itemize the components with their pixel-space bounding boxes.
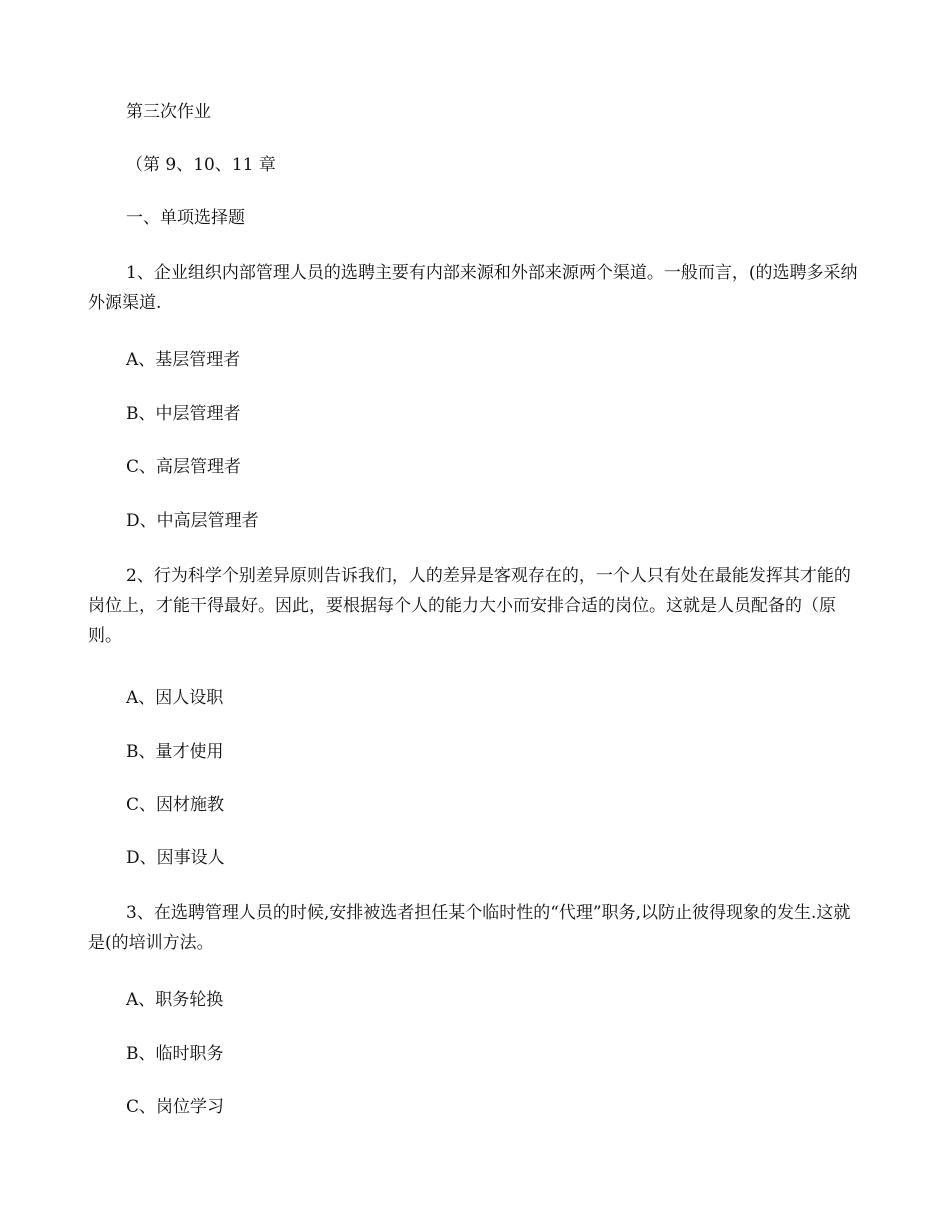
document-title: 第三次作业 bbox=[126, 102, 211, 122]
chapter-range: （第 9、10、11 章 bbox=[126, 155, 276, 175]
question-3-option-c: C、岗位学习 bbox=[126, 1097, 225, 1117]
question-3-stem: 3、在选聘管理人员的时候,安排被选者担任某个临时性的“代理”职务,以防止彼得现象的发生.这就是(的培训方法。 bbox=[88, 903, 851, 953]
question-1-option-a: A、基层管理者 bbox=[126, 350, 241, 370]
question-1-option-d: D、中高层管理者 bbox=[126, 511, 259, 531]
question-3-option-b: B、临时职务 bbox=[126, 1044, 224, 1064]
question-3-option-a: A、职务轮换 bbox=[126, 990, 224, 1010]
question-2-option-a: A、因人设职 bbox=[126, 688, 224, 708]
question-2-option-b: B、量才使用 bbox=[126, 742, 224, 762]
question-2-option-d: D、因事设人 bbox=[126, 848, 225, 868]
question-1-option-c: C、高层管理者 bbox=[126, 457, 242, 477]
question-2-option-c: C、因材施教 bbox=[126, 795, 225, 815]
question-1-stem: 1、企业组织内部管理人员的选聘主要有内部来源和外部来源两个渠道。一般而言，(的选聘多采纳外源渠道. bbox=[88, 263, 858, 313]
question-1-option-b: B、中层管理者 bbox=[126, 404, 241, 424]
question-2-stem: 2、行为科学个别差异原则告诉我们，人的差异是客观存在的，一个人只有处在最能发挥其才能的岗位上，才能干得最好。因此，要根据每个人的能力大小而安排合适的岗位。这就是人员配备的（原则。 bbox=[88, 566, 851, 646]
section-heading: 一、单项选择题 bbox=[126, 208, 245, 228]
